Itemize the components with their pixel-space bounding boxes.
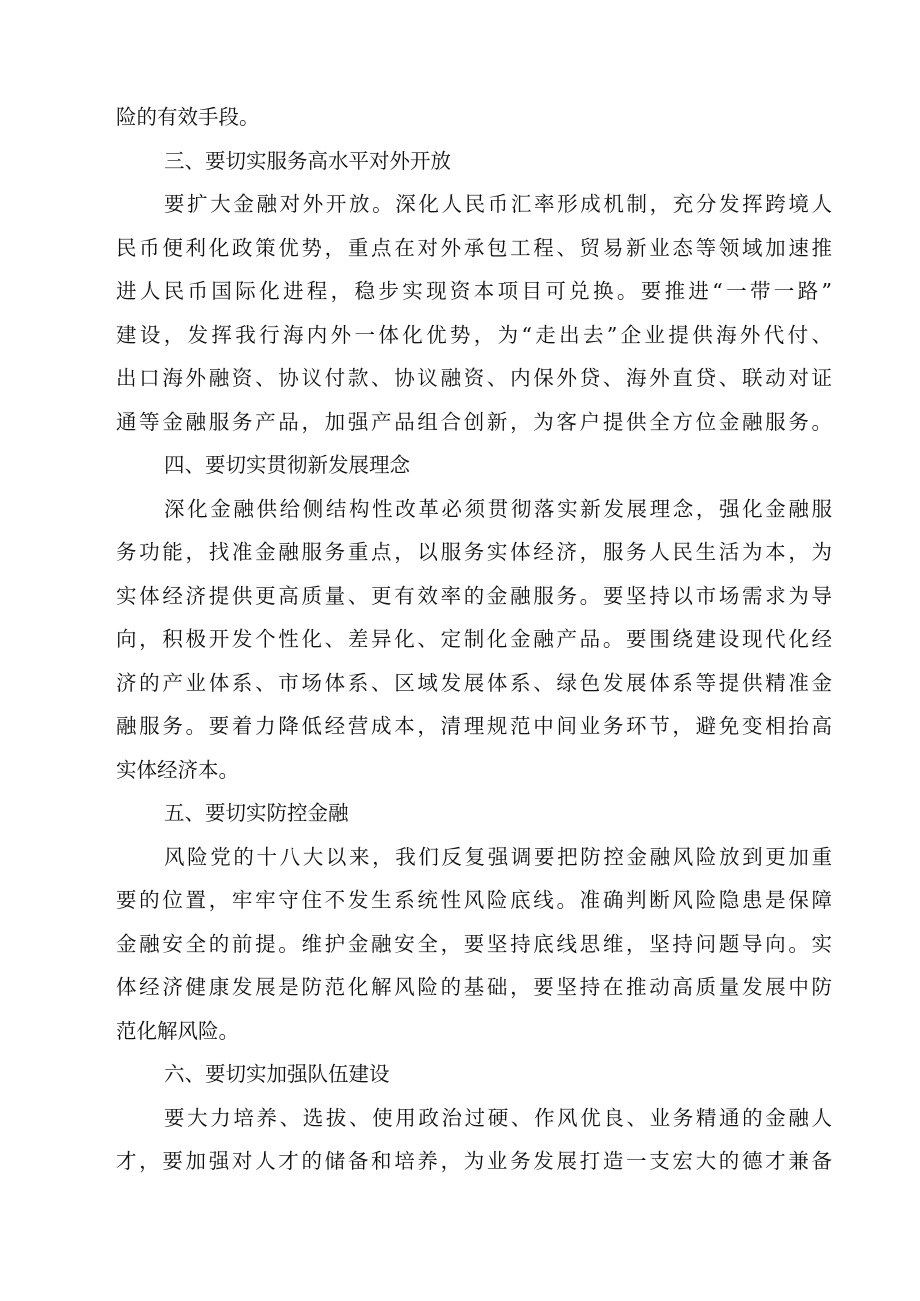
paragraph-line: 金融安全的前提。维护金融安全，要坚持底线思维，坚持问题导向。实 [116, 931, 832, 956]
paragraph-line: 民币便利化政策优势，重点在对外承包工程、贸易新业态等领域加速推 [116, 235, 832, 260]
paragraph-line: 要扩大金融对外开放。深化人民币汇率形成机制，充分发挥跨境人 [164, 192, 832, 216]
section-5 [116, 792, 832, 1053]
section-4 [116, 444, 832, 792]
paragraph-line: 风险党的十八大以来，我们反复强调要把防控金融风险放到更加重 [164, 844, 832, 869]
paragraph-line: 通等金融服务产品，加强产品组合创新，为客户提供全方位金融服务。 [116, 409, 832, 434]
paragraph-line: 要大力培养、选拔、使用政治过硬、作风优良、业务精通的金融人 [164, 1105, 832, 1130]
paragraph-line: 深化金融供给侧结构性改革必须贯彻落实新发展理念，强化金融服 [164, 496, 832, 521]
paragraph-line: 融服务。要着力降低经营成本，清理规范中间业务环节，避免变相抬高 [116, 714, 832, 738]
paragraph-line: 实体经济提供更高质量、更有效率的金融服务。要坚持以市场需求为导 [116, 583, 832, 608]
paragraph-line: 济的产业体系、市场体系、区域发展体系、绿色发展体系等提供精准金 [116, 670, 832, 695]
section-6 [116, 1053, 832, 1184]
paragraph-line: 向，积极开发个性化、差异化、定制化金融产品。要围绕建设现代化经 [116, 627, 832, 651]
section-heading: 三、要切实服务高水平对外开放 [164, 148, 451, 173]
document-page [116, 96, 832, 1184]
section-heading: 五、要切实防控金融 [164, 801, 349, 825]
paragraph-line: 要的位置，牢牢守住不发生系统性风险底线。准确判断风险隐患是保障 [116, 888, 832, 912]
paragraph-line: 进人民币国际化进程，稳步实现资本项目可兑换。要推进“一带一路” [116, 279, 832, 303]
paragraph-line: 建设，发挥我行海内外一体化优势，为“走出去”企业提供海外代付、 [116, 322, 832, 347]
section-heading: 四、要切实贯彻新发展理念 [164, 453, 410, 477]
section-3 [116, 140, 832, 445]
paragraph-line: 才，要加强对人才的储备和培养，为业务发展打造一支宏大的德才兼备 [116, 1149, 832, 1173]
paragraph-line: 务功能，找准金融服务重点，以服务实体经济，服务人民生活为本，为 [116, 540, 832, 564]
section-heading: 六、要切实加强队伍建设 [164, 1062, 390, 1086]
paragraph-line: 出口海外融资、协议付款、协议融资、内保外贷、海外直贷、联动对证 [116, 366, 832, 390]
paragraph-line: 险的有效手段。 [116, 105, 260, 129]
paragraph-line: 实体经济本。 [116, 757, 239, 782]
paragraph-line: 范化解风险。 [116, 1018, 239, 1043]
paragraph-line: 体经济健康发展是防范化解风险的基础，要坚持在推动高质量发展中防 [116, 975, 832, 999]
